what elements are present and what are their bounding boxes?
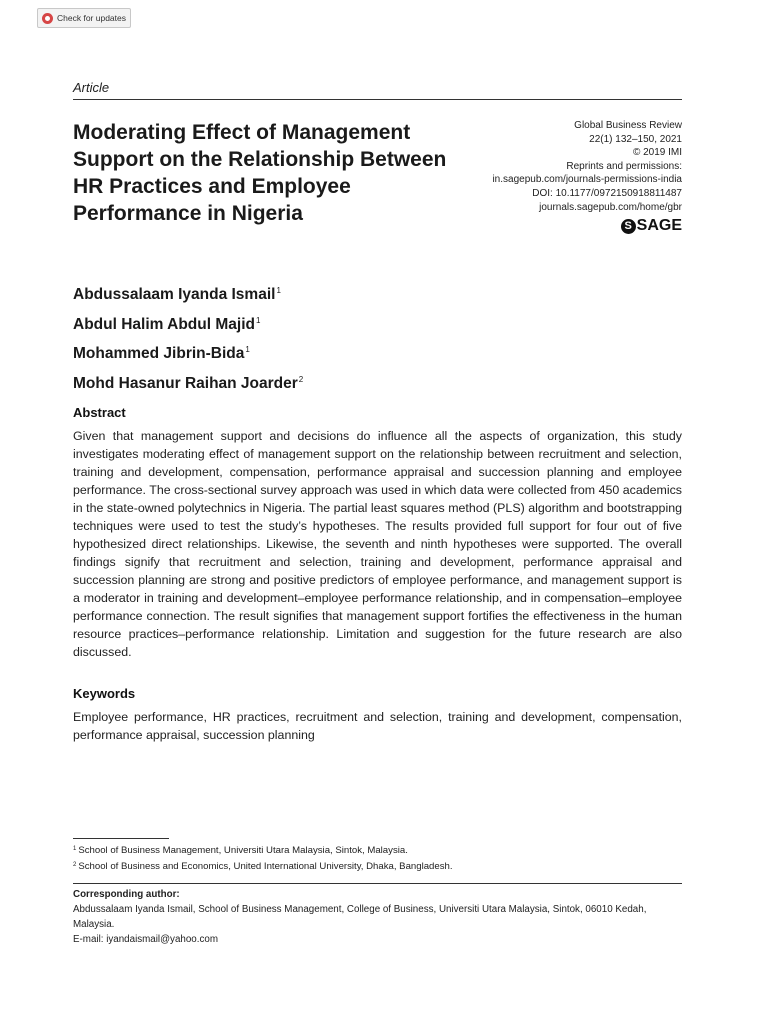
footnote: $^1$ School of Business Management, Universiti Utara Malaysia, Sintok, Malaysia. [73, 845, 408, 856]
author: Mohammed Jibrin-Bida$^1$ [73, 345, 250, 362]
author: Abdul Halim Abdul Majid$^1$ [73, 315, 261, 333]
affiliation-footnotes [73, 842, 453, 874]
corresponding-heading: Corresponding author: [73, 889, 180, 900]
journal-doi[interactable]: DOI: 10.1177/0972150918811487 [532, 187, 682, 199]
footnote-rule [73, 838, 169, 839]
publisher-name: SAGE [636, 217, 682, 234]
journal-homepage-link[interactable]: journals.sagepub.com/home/gbr [539, 201, 682, 213]
keywords-text: Employee performance, HR practices, recruitment and selection, training and development, compensation, performance appraisal, succession planning [73, 710, 682, 742]
publisher-logo [621, 217, 682, 235]
corresponding-email[interactable]: E-mail: iyandaismail@yahoo.com [73, 934, 218, 945]
journal-reprints-link[interactable]: in.sagepub.com/journals-permissions-india [492, 174, 682, 186]
check-for-updates-badge[interactable] [37, 8, 131, 28]
journal-reprints: Reprints and permissions: [566, 160, 682, 172]
footnote: $^2$ School of Business and Economics, United International University, Dhaka, Bangladesh. [73, 861, 453, 872]
update-icon [42, 13, 53, 24]
paper-title: Moderating Effect of Management Support on the Relationship Between HR Practices and Employee Performance in Nigeria [73, 121, 447, 225]
check-for-updates-label: Check for updates [57, 13, 126, 23]
author: Mohd Hasanur Raihan Joarder$^2$ [73, 374, 304, 392]
sage-logo-icon: S [621, 219, 636, 234]
abstract-text: Given that management support and decisions do influence all the aspects of organization, this study investigates moderating effect of management support on the relationship between recruitment and selection, training and development, compensation, performance appraisal and succession planning and employee performance. The cross-sectional survey approach was used in which data were collected from 450 academics in the state-owned polytechnics in Nigeria. The partial least squares method (PLS) algorithm and bootstrapping techniques were used to test the study’s hypotheses. The results provided full support for four out of five hypothesized direct relationships. Likewise, the seventh and ninth hypotheses were supported. The overall findings signify that recruitment and selection, training and development, performance appraisal and succession planning are strong and positive predictors of employee performance, and management support is a moderator in training and development–employee performance relationship, and in compensation–employee performance connection. The result signifies that management support fortifies the effectiveness in the human resource practices–performance relationship. Limitation and suggestion for the future research are also discussed. [73, 429, 682, 659]
corresponding-rule [73, 883, 682, 884]
corresponding-author-block [73, 887, 682, 947]
keywords-heading: Keywords [73, 686, 136, 701]
corresponding-address: Abdussalaam Iyanda Ismail, School of Business Management, College of Business, Universiti Utara Malaysia, Sintok, 06010 Kedah, Malaysia. [73, 904, 647, 930]
journal-info [492, 119, 682, 214]
journal-volume: 22(1) 132–150, 2021 [589, 133, 682, 145]
header-rule [73, 99, 682, 100]
abstract-heading: Abstract [73, 405, 126, 420]
journal-copyright: © 2019 IMI [632, 147, 682, 159]
author-list [73, 278, 303, 396]
author: Abdussalaam Iyanda Ismail$^1$ [73, 286, 281, 303]
journal-name: Global Business Review [574, 120, 682, 131]
article-type-label: Article [73, 80, 110, 95]
